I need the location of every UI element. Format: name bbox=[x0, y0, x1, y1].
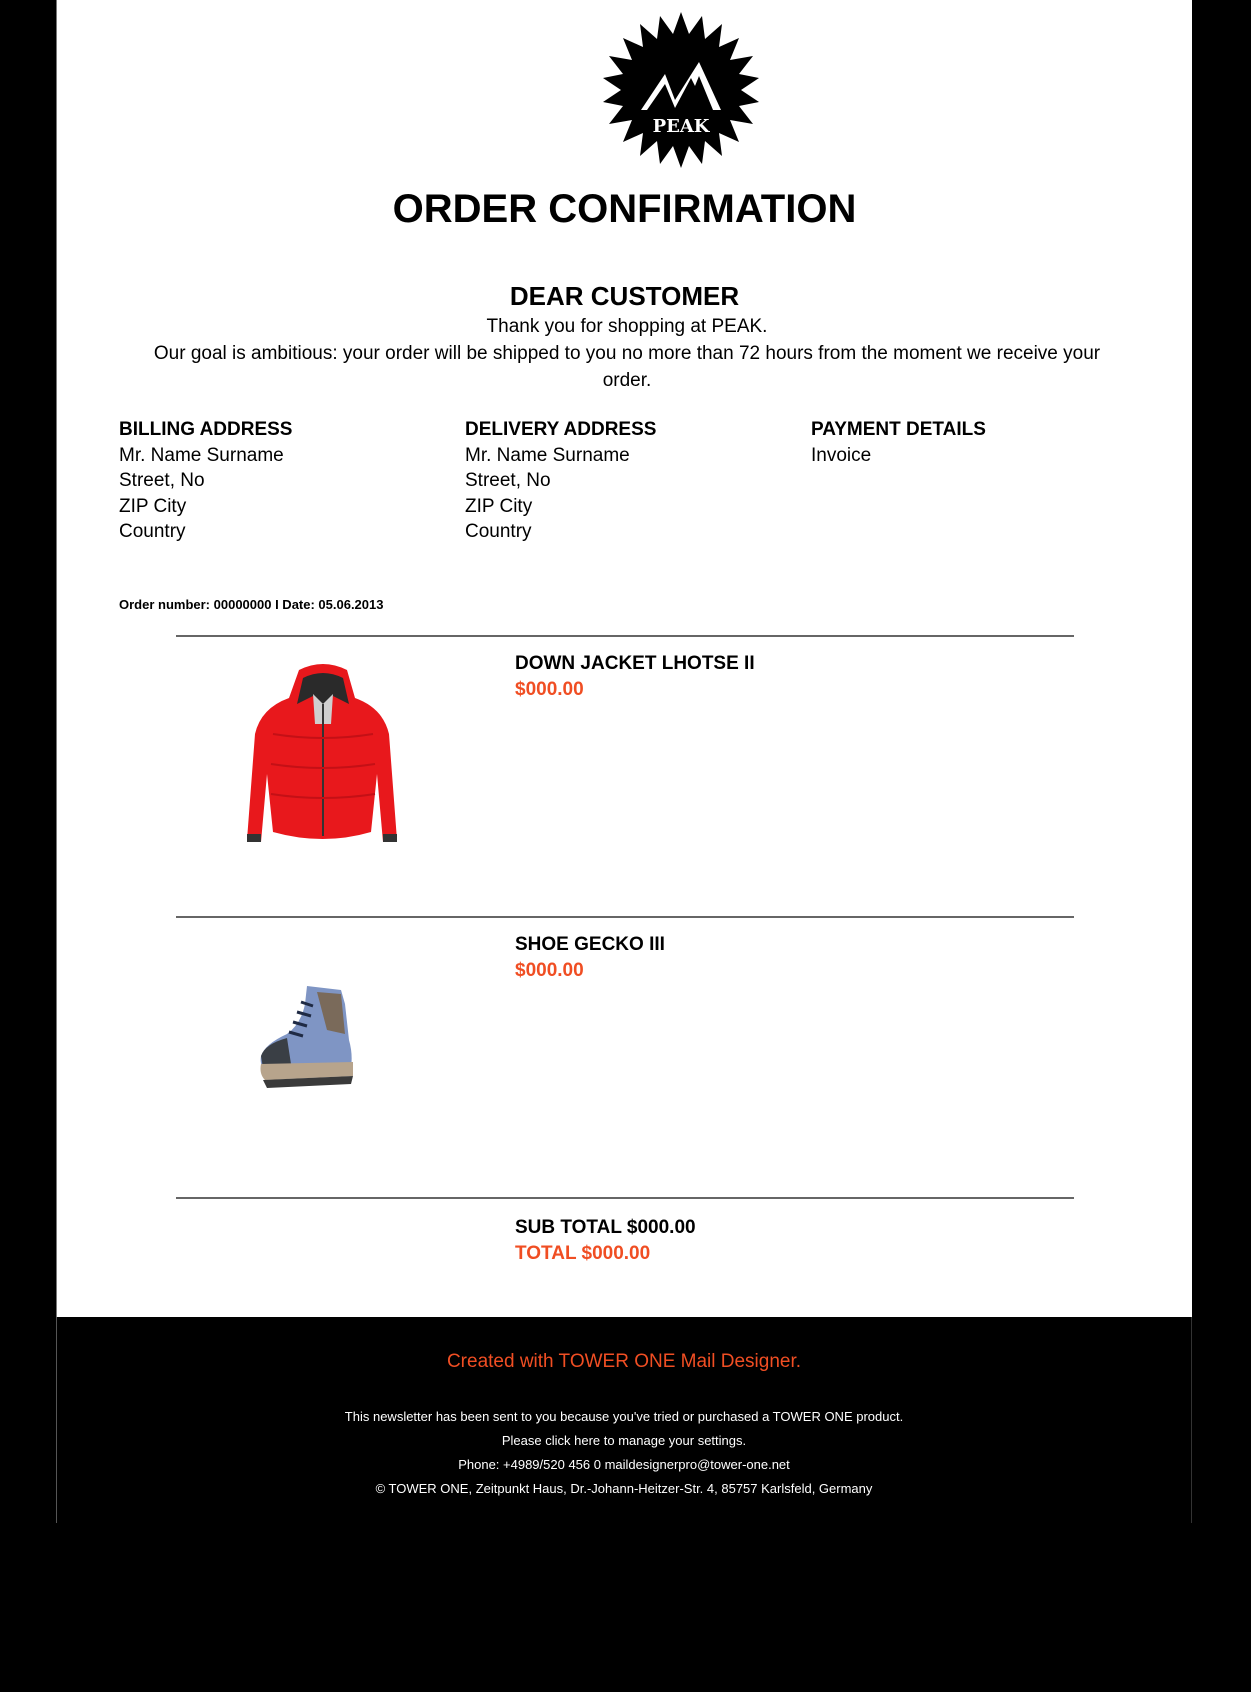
greeting-line-2: Our goal is ambitious: your order will be shipped to you no more than 72 hours from the moment we receive your order. bbox=[153, 343, 1101, 391]
page-title: ORDER CONFIRMATION bbox=[392, 187, 857, 231]
payment-heading: PAYMENT DETAILS bbox=[811, 419, 986, 440]
item-name[interactable]: SHOE GECKO III bbox=[515, 934, 665, 955]
item-price: $000.00 bbox=[515, 679, 584, 700]
payment-method: Invoice bbox=[811, 444, 872, 466]
delivery-name: Mr. Name Surname bbox=[465, 444, 630, 466]
billing-address bbox=[119, 417, 292, 545]
delivery-street: Street, No bbox=[465, 470, 551, 491]
footer-contact[interactable]: Phone: +4989/520 456 0 maildesignerpro@tower-one.net bbox=[458, 1457, 790, 1472]
greeting-heading: DEAR CUSTOMER bbox=[509, 281, 740, 311]
payment-details bbox=[811, 417, 986, 468]
subtotal: SUB TOTAL $000.00 bbox=[515, 1217, 696, 1238]
delivery-country: Country bbox=[465, 521, 532, 542]
order-number-date: Order number: 00000000 I Date: 05.06.2013 bbox=[119, 597, 384, 612]
delivery-address bbox=[465, 417, 656, 545]
footer bbox=[56, 1317, 1192, 1523]
blue-hiking-boot-image[interactable] bbox=[257, 984, 397, 1088]
created-with-link[interactable]: Created with TOWER ONE Mail Designer. bbox=[446, 1351, 802, 1372]
divider bbox=[176, 1197, 1074, 1199]
item-price: $000.00 bbox=[515, 960, 584, 981]
delivery-heading: DELIVERY ADDRESS bbox=[465, 419, 657, 440]
billing-street: Street, No bbox=[119, 470, 205, 491]
svg-text:PEAK: PEAK bbox=[652, 116, 710, 137]
greeting-line-1: Thank you for shopping at PEAK. bbox=[486, 316, 768, 337]
delivery-city: ZIP City bbox=[465, 495, 533, 517]
manage-settings-link[interactable]: Please click here to manage your settings. bbox=[501, 1433, 747, 1448]
billing-city: ZIP City bbox=[119, 495, 187, 517]
divider bbox=[176, 916, 1074, 918]
billing-name: Mr. Name Surname bbox=[119, 444, 284, 466]
total: TOTAL $000.00 bbox=[515, 1243, 651, 1264]
divider bbox=[176, 635, 1074, 637]
footer-address: © TOWER ONE, Zeitpunkt Haus, Dr.-Johann-Heitzer-Str. 4, 85757 Karlsfeld, Germany bbox=[375, 1481, 873, 1496]
billing-country: Country bbox=[119, 521, 186, 542]
item-name[interactable]: DOWN JACKET LHOTSE II bbox=[515, 653, 755, 674]
footer-lines bbox=[57, 1405, 1191, 1501]
billing-heading: BILLING ADDRESS bbox=[119, 419, 293, 440]
peak-logo-icon[interactable] bbox=[603, 12, 759, 168]
footer-newsletter-note: This newsletter has been sent to you because you've tried or purchased a TOWER ONE product. bbox=[344, 1409, 904, 1424]
greeting-text bbox=[127, 313, 1127, 394]
red-down-jacket-image[interactable] bbox=[233, 664, 413, 858]
email-body bbox=[56, 0, 1192, 1317]
